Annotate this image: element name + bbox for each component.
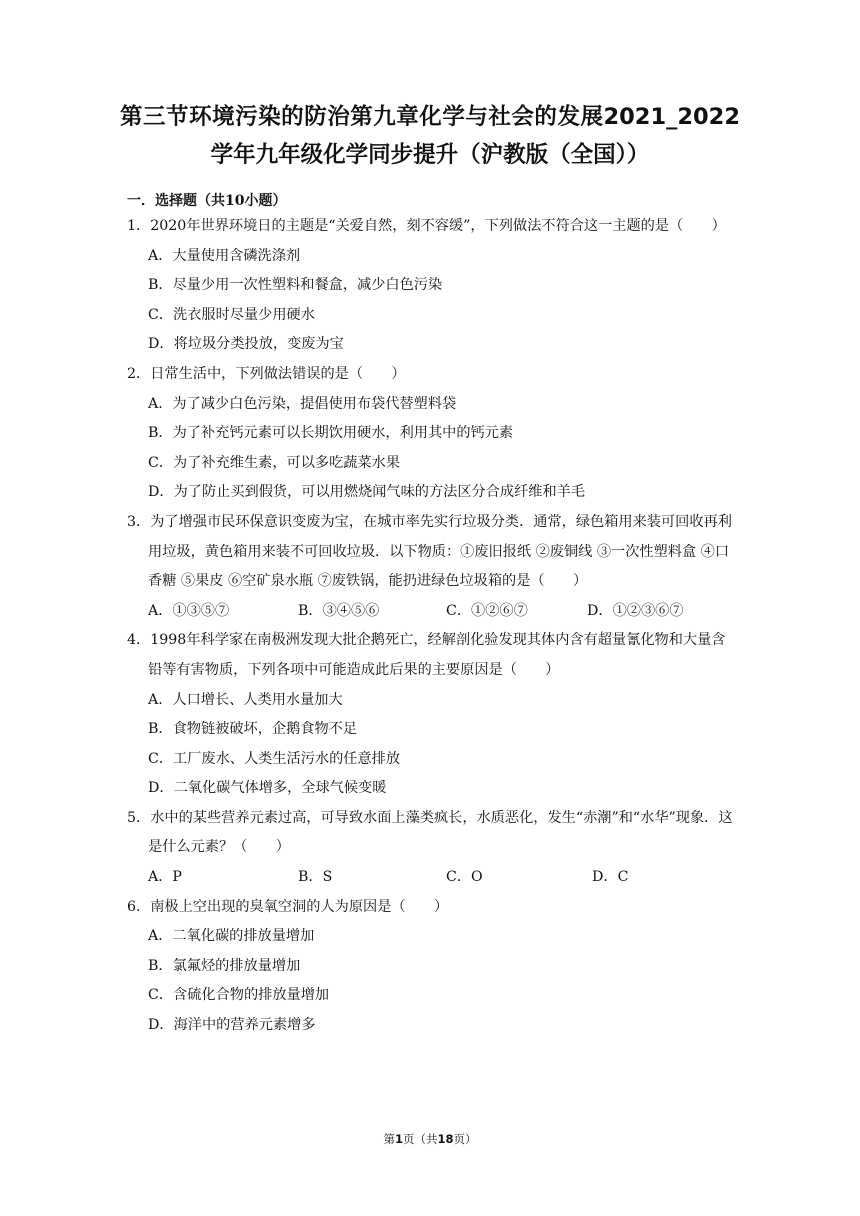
question-stem: 2．日常生活中，下列做法错误的是（ ） bbox=[127, 365, 406, 382]
section-heading: 一．选择题（共10小题） bbox=[127, 193, 287, 209]
option-d: D．将垃圾分类投放，变废为宝 bbox=[148, 336, 344, 353]
question-3 bbox=[127, 508, 736, 626]
footer-middle: 页（共 bbox=[403, 1132, 438, 1146]
option-a: A．人口增长、人类用水量加大 bbox=[148, 691, 343, 708]
option-d: D．为了防止买到假货，可以用燃烧闻气味的方法区分合成纤维和羊毛 bbox=[148, 484, 586, 501]
option-d: D．二氧化碳气体增多，全球气候变暖 bbox=[148, 780, 387, 797]
option-a: A．P bbox=[148, 869, 182, 886]
question-5 bbox=[127, 804, 736, 893]
option-c: C．①②⑥⑦ bbox=[446, 602, 528, 619]
option-row bbox=[127, 597, 736, 627]
option-a: A．为了减少白色污染，提倡使用布袋代替塑料袋 bbox=[148, 395, 457, 412]
option-d: D．C bbox=[592, 869, 629, 886]
question-list bbox=[0, 212, 860, 1041]
page-footer bbox=[0, 1131, 860, 1147]
option-b: B．S bbox=[298, 869, 333, 886]
page-number: 1 bbox=[394, 1132, 403, 1146]
question-1 bbox=[127, 212, 736, 360]
footer-prefix: 第 bbox=[383, 1132, 395, 1146]
option-b: B．尽量少用一次性塑料和餐盒，减少白色污染 bbox=[148, 277, 443, 294]
option-c: C．含硫化合物的排放量增加 bbox=[148, 987, 330, 1004]
option-row bbox=[127, 863, 736, 893]
option-d: D．①②③⑥⑦ bbox=[587, 602, 684, 619]
question-stem: 4．1998年科学家在南极洲发现大批企鹅死亡，经解剖化验发现其体内含有超量氰化物和大量含铅等有害物质，下列各项中可能造成此后果的主要原因是（ ） bbox=[127, 632, 726, 678]
option-c: C．洗衣服时尽量少用硬水 bbox=[148, 306, 315, 323]
option-a: A．二氧化碳的排放量增加 bbox=[148, 928, 315, 945]
option-d: D．海洋中的营养元素增多 bbox=[148, 1017, 316, 1034]
footer-suffix: 页） bbox=[453, 1132, 477, 1146]
question-stem: 1．2020年世界环境日的主题是“关爱自然，刻不容缓”，下列做法不符合这一主题的是（ ） bbox=[127, 218, 726, 234]
total-pages: 18 bbox=[437, 1132, 454, 1146]
option-b: B．③④⑤⑥ bbox=[298, 602, 380, 619]
question-stem: 6．南极上空出现的臭氧空洞的人为原因是（ ） bbox=[127, 898, 449, 915]
option-b: B．食物链被破坏，企鹅食物不足 bbox=[148, 721, 358, 738]
option-b: B．为了补充钙元素可以长期饮用硬水，利用其中的钙元素 bbox=[148, 425, 514, 442]
question-stem: 3．为了增强市民环保意识变废为宝，在城市率先实行垃圾分类．通常，绿色箱用来装可回收再利用垃圾，黄色箱用来装不可回收垃圾．以下物质：①废旧报纸 ②废铜线 ③一次性塑料盒 ④口香糖 ⑤果皮 ⑥空矿泉水瓶 ⑦废铁锅，能扔进绿色垃圾箱的是（ ） bbox=[127, 513, 732, 590]
question-2 bbox=[127, 360, 736, 508]
option-c: C．O bbox=[446, 869, 483, 886]
page-title: 第三节环境污染的防治第九章化学与社会的发展2021_2022学年九年级化学同步提升（沪教版（全国）） bbox=[120, 104, 740, 168]
question-6 bbox=[127, 893, 736, 1041]
question-stem: 5．水中的某些营养元素过高，可导致水面上藻类疯长，水质恶化，发生“赤潮”和“水华”现象．这是什么元素？（ ） bbox=[127, 809, 733, 856]
option-c: C．工厂废水、人类生活污水的任意排放 bbox=[148, 750, 401, 767]
question-4 bbox=[127, 626, 736, 804]
option-c: C．为了补充维生素，可以多吃蔬菜水果 bbox=[148, 454, 401, 471]
option-a: A．大量使用含磷洗涤剂 bbox=[148, 247, 301, 264]
option-b: B．氯氟烃的排放量增加 bbox=[148, 957, 301, 974]
option-a: A．①③⑤⑦ bbox=[148, 602, 230, 619]
